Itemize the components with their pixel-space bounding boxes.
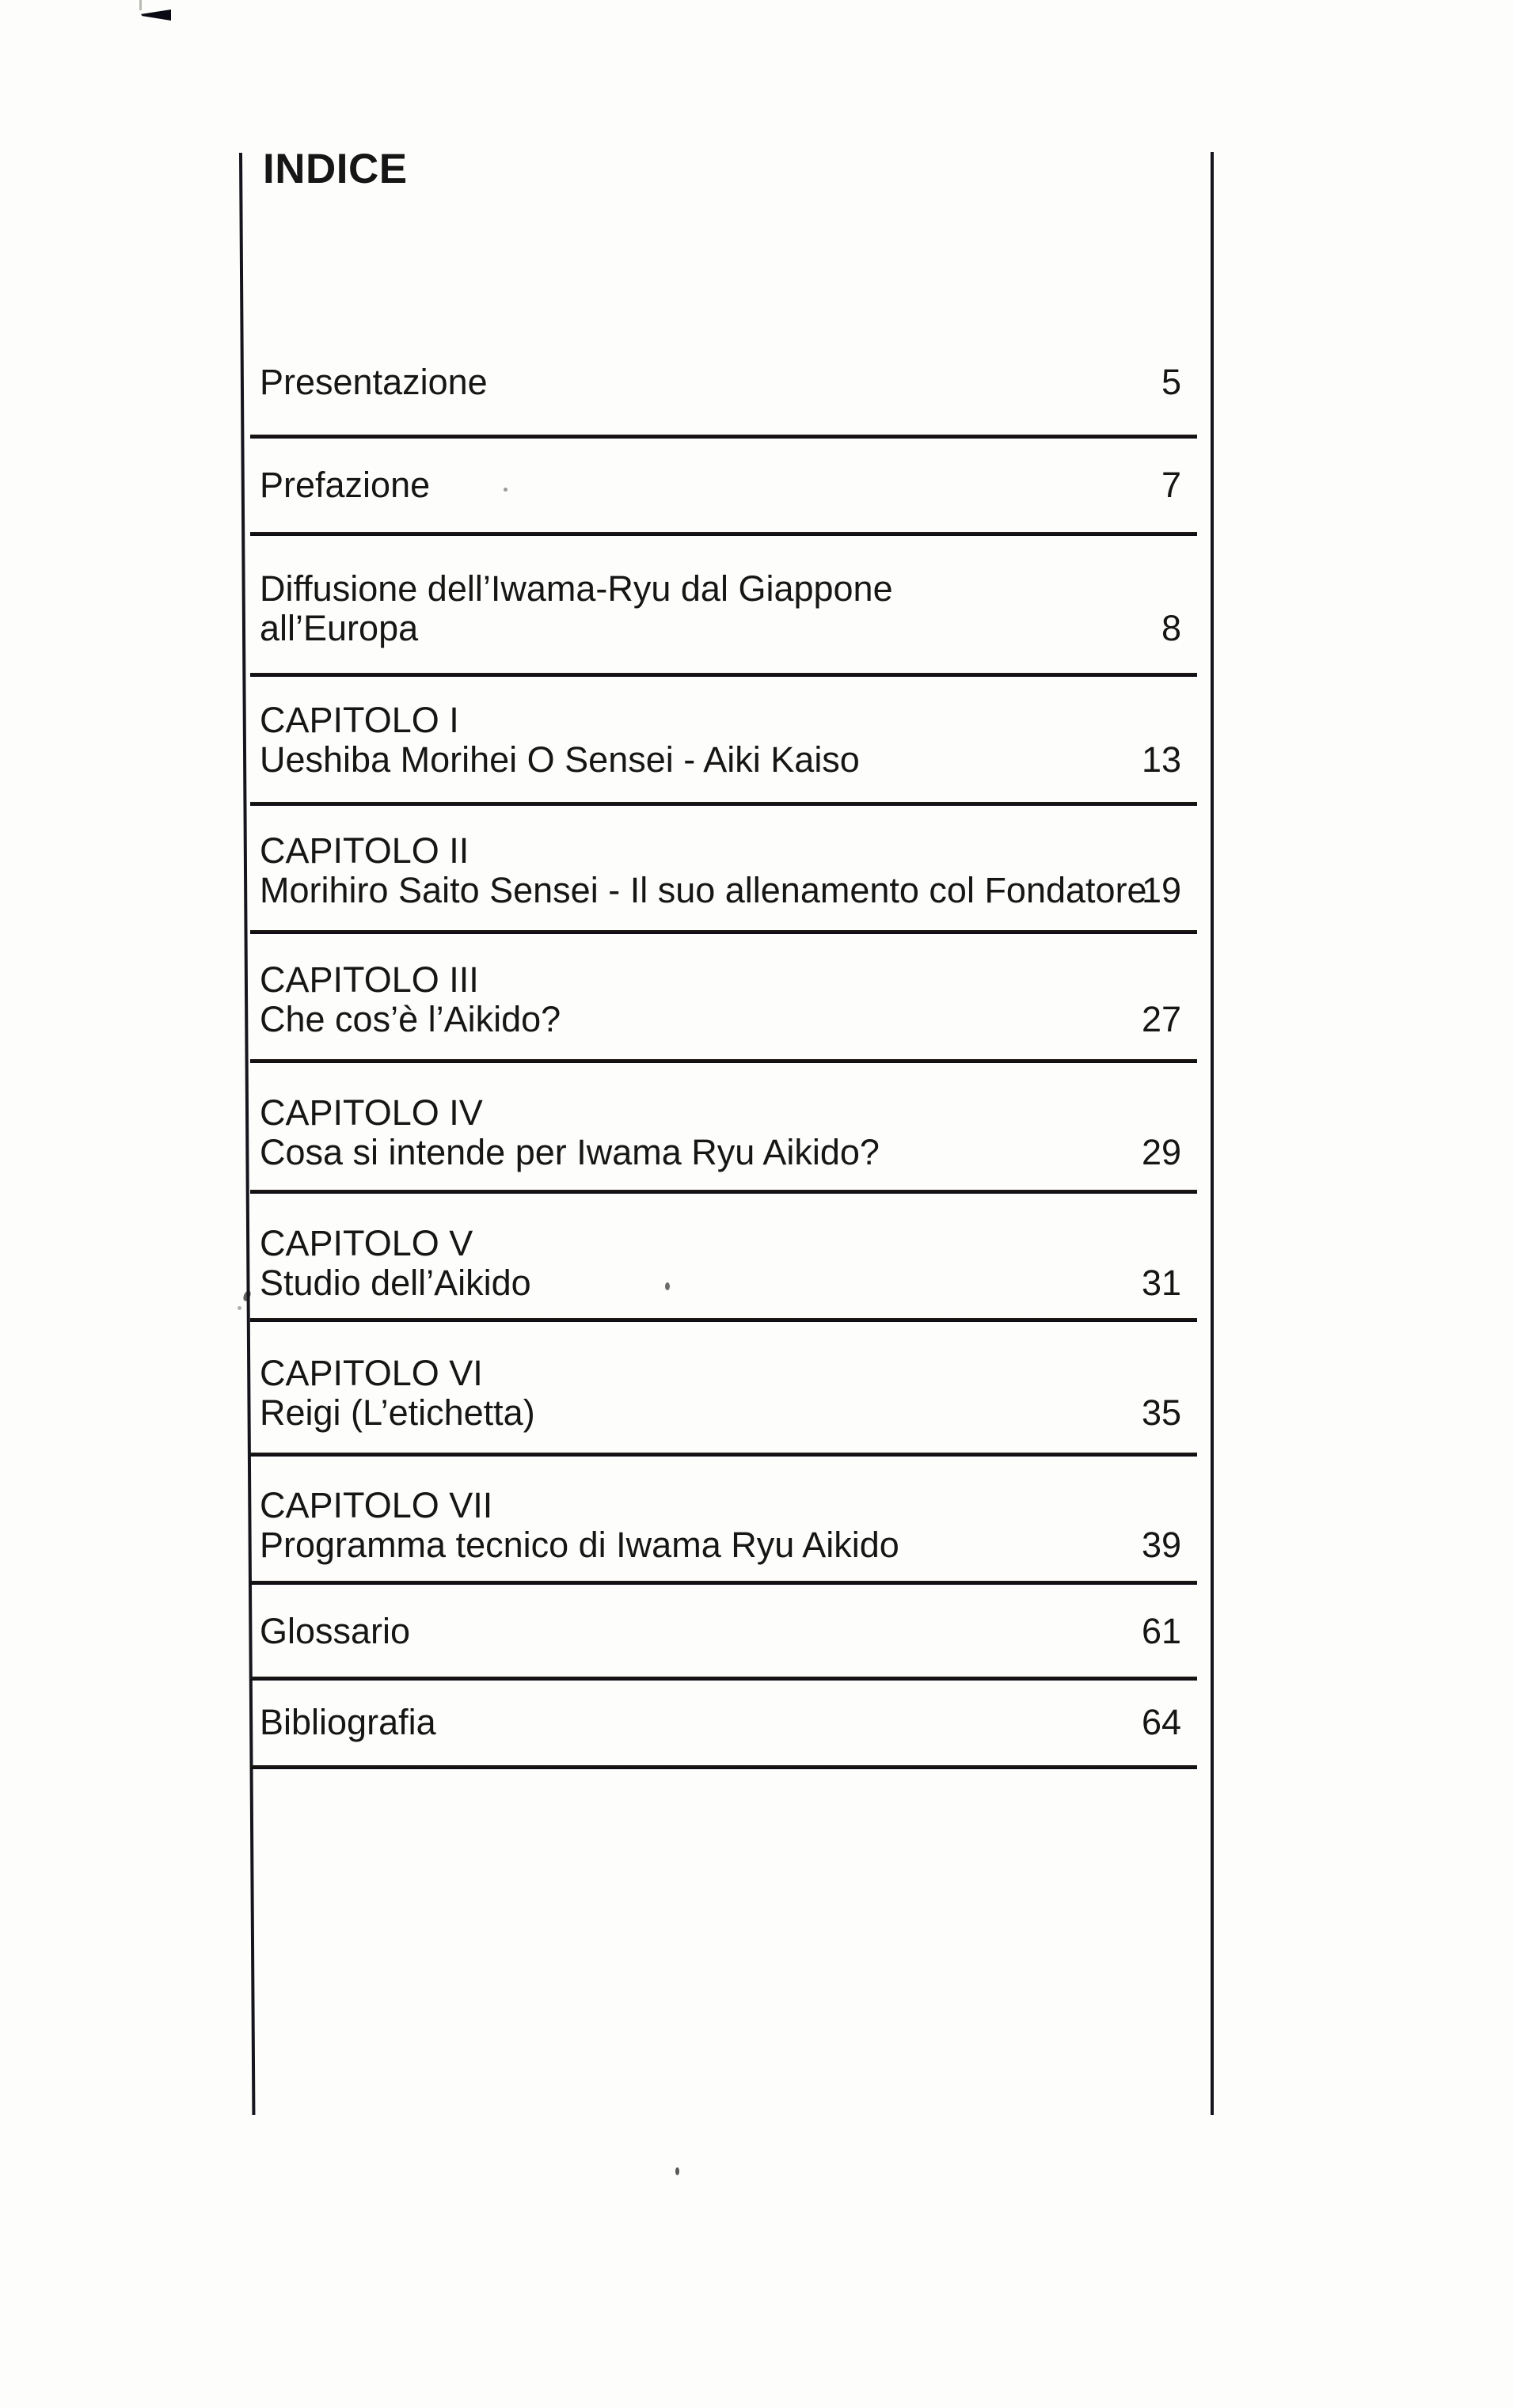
toc-page-number: 39: [1141, 1525, 1181, 1565]
separator-rule: [250, 1190, 1197, 1194]
toc-entry-title: CAPITOLO VI: [260, 1353, 483, 1393]
page-title: INDICE: [263, 146, 408, 192]
toc-entry: [250, 569, 1197, 677]
toc-page-number: 7: [1161, 465, 1181, 505]
toc-page-number: 61: [1141, 1611, 1181, 1651]
toc-entry-subtitle: Programma tecnico di Iwama Ryu Aikido: [260, 1525, 899, 1565]
toc-entry-title: Diffusione dell’Iwama-Ryu dal Giappone: [260, 568, 893, 609]
toc-entry-subtitle: all’Europa: [260, 608, 419, 648]
separator-rule: [250, 532, 1197, 536]
toc-entry-subtitle: Reigi (L’etichetta): [260, 1392, 535, 1433]
toc-entry: [250, 1093, 1197, 1194]
separator-rule: [250, 1059, 1197, 1063]
toc-page-number: 8: [1161, 608, 1181, 648]
toc-entry-subtitle: Che cos’è l’Aikido?: [260, 999, 561, 1039]
toc-entry-title: Prefazione: [260, 465, 431, 505]
toc-entry-title: CAPITOLO V: [260, 1223, 473, 1263]
toc-entry-subtitle: Ueshiba Morihei O Sensei - Aiki Kaiso: [260, 739, 860, 780]
toc-page-number: 27: [1141, 999, 1181, 1039]
toc-entry: [250, 1486, 1197, 1585]
separator-rule: [250, 1581, 1197, 1585]
toc-entry: [250, 363, 1197, 439]
toc-entry-subtitle: Studio dell’Aikido: [260, 1263, 531, 1303]
separator-rule: [250, 435, 1197, 439]
toc-entry-subtitle: Cosa si intende per Iwama Ryu Aikido?: [260, 1132, 880, 1172]
scan-speck: [238, 1306, 241, 1310]
separator-rule: [250, 673, 1197, 677]
toc-page-number: 19: [1141, 870, 1181, 910]
toc-entry-title: Presentazione: [260, 362, 488, 402]
toc-entry-title: CAPITOLO III: [260, 959, 479, 1000]
separator-rule: [250, 1677, 1197, 1681]
scan-artifact-sliver: [139, 0, 142, 10]
toc-entry-title: CAPITOLO IV: [260, 1092, 483, 1133]
toc-entry: [250, 1703, 1197, 1769]
toc-entry: [250, 831, 1197, 934]
toc-page-number: 35: [1141, 1392, 1181, 1433]
toc-page-number: 31: [1141, 1263, 1181, 1303]
page-border-right: [1211, 152, 1214, 2115]
toc-entry-title: Glossario: [260, 1611, 411, 1651]
scan-speck: [675, 2167, 679, 2175]
toc-entry: [250, 465, 1197, 536]
toc-entry: [250, 701, 1197, 806]
toc-entry: [250, 1354, 1197, 1457]
toc-entry: [250, 1612, 1197, 1681]
toc-entry-title: CAPITOLO VII: [260, 1485, 493, 1525]
toc-page-number: 13: [1141, 739, 1181, 780]
toc-page-number: 64: [1141, 1702, 1181, 1742]
toc-entry-title: Bibliografia: [260, 1702, 436, 1742]
toc-entry-subtitle: Morihiro Saito Sensei - Il suo allenamento col Fondatore: [260, 870, 1147, 910]
separator-rule: [250, 1453, 1197, 1457]
scan-artifact-wedge: [141, 9, 171, 21]
toc-entry-title: CAPITOLO I: [260, 700, 459, 740]
toc-page-number: 5: [1161, 362, 1181, 402]
toc-entry: [250, 960, 1197, 1063]
toc-entry: [250, 1224, 1197, 1322]
separator-rule: [250, 1318, 1197, 1322]
separator-rule: [250, 1765, 1197, 1769]
toc-page-number: 29: [1141, 1132, 1181, 1172]
toc-entry-title: CAPITOLO II: [260, 830, 469, 871]
separator-rule: [250, 930, 1197, 934]
separator-rule: [250, 802, 1197, 806]
